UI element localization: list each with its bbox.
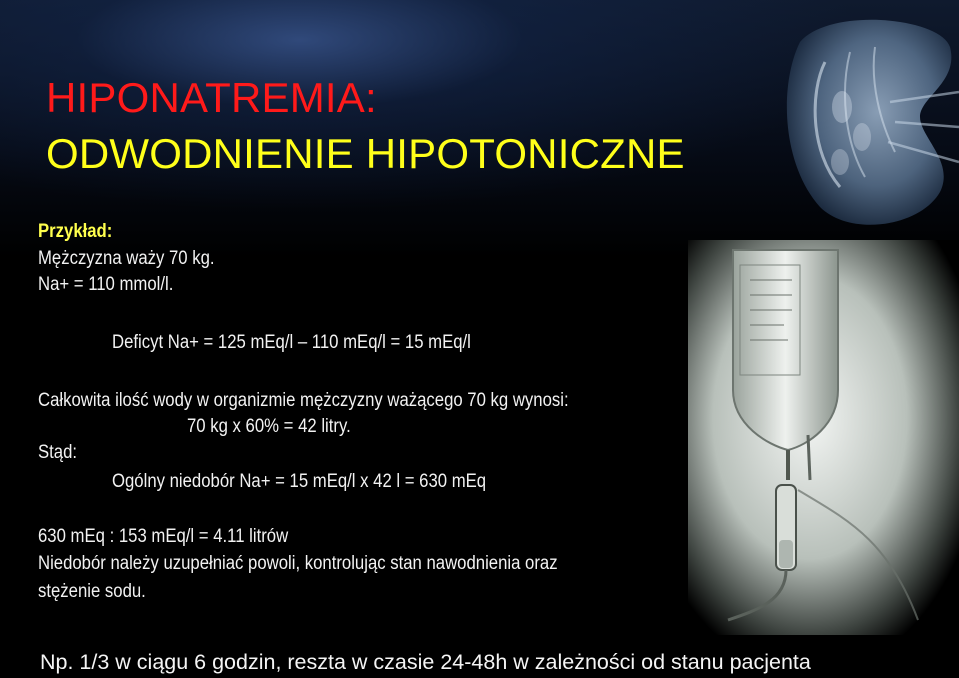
title-line-1: HIPONATREMIA: — [46, 74, 377, 121]
example-weight: Mężczyzna waży 70 kg. — [38, 248, 215, 269]
water-calculation: 70 kg x 60% = 42 litry. — [187, 416, 351, 437]
volume-calculation: 630 mEq : 153 mEq/l = 4.11 litrów — [38, 526, 289, 547]
example-sodium: Na+ = 110 mmol/l. — [38, 274, 174, 295]
note-line-1: Niedobór należy uzupełniać powoli, kontrolując stan nawodnienia oraz — [38, 553, 558, 574]
example-heading: Przykład: — [38, 221, 113, 242]
footer-note: Np. 1/3 w ciągu 6 godzin, reszta w czasie 24-48h w zależności od stanu pacjenta — [40, 650, 811, 674]
title-line-2: ODWODNIENIE HIPOTONICZNE — [46, 130, 685, 177]
hence-label: Stąd: — [38, 442, 78, 463]
deficit-calculation: Deficyt Na+ = 125 mEq/l – 110 mEq/l = 15 mEq/l — [112, 332, 471, 353]
note-line-2: stężenie sodu. — [38, 581, 146, 602]
water-line: Całkowita ilość wody w organizmie mężczyzny ważącego 70 kg wynosi: — [38, 390, 569, 411]
iv-drip-image — [688, 240, 959, 635]
kidney-illustration-icon — [770, 12, 959, 232]
total-deficit: Ogólny niedobór Na+ = 15 mEq/l x 42 l = 630 mEq — [112, 471, 487, 492]
